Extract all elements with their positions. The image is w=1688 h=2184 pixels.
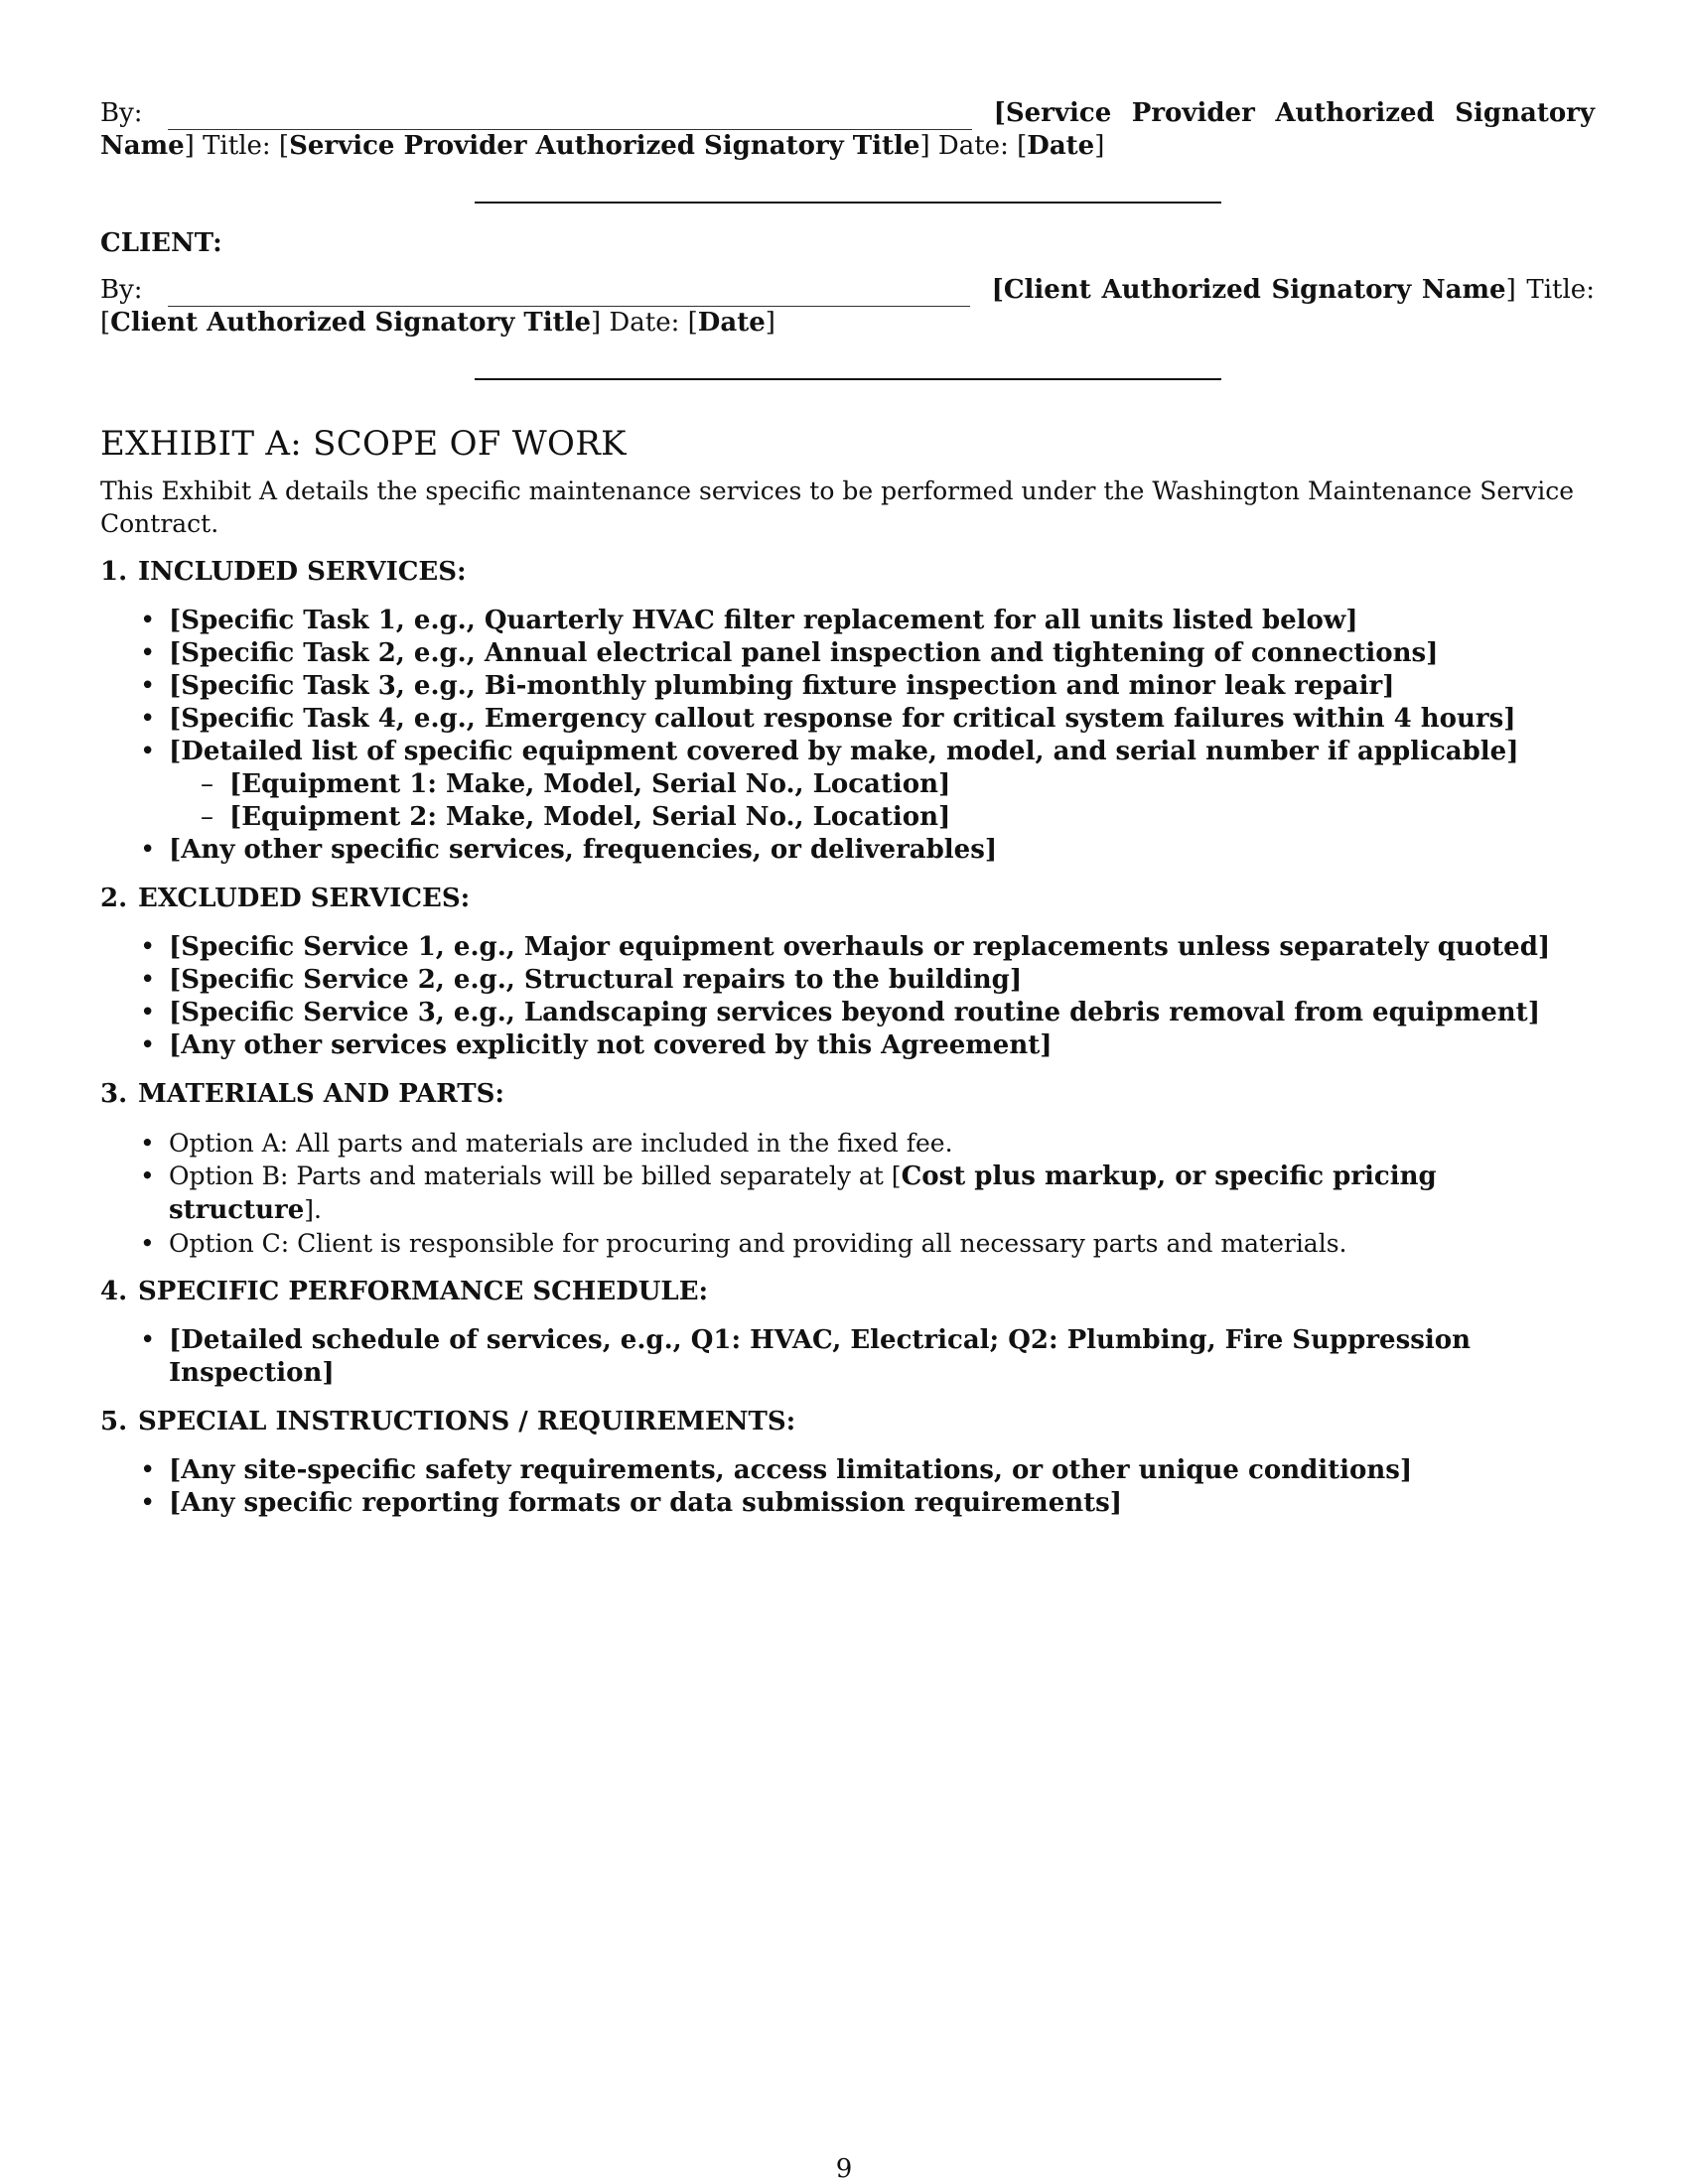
- list-item: • [Detailed list of specific equipment covered by make, model, and serial number if applicable] – [Equipment 1: Make, Model, Serial No., Location] – [Equipment 2: Make, Model, Serial No., Location]: [140, 736, 1595, 834]
- document-page: [100, 97, 1595, 1520]
- list-item: • Option A: All parts and materials are included in the fixed fee.: [140, 1127, 1595, 1160]
- client-title-placeholder: Client Authorized Signatory Title: [110, 308, 591, 338]
- included-services-list: [100, 605, 1595, 867]
- client-name-first-line: [Client Authorized Signatory Name] Title:: [991, 275, 1595, 305]
- client-date-placeholder: Date: [697, 308, 766, 338]
- provider-signature-details: Name] Title: [Service Provider Authorized Signatory Title] Date: [Date]: [100, 131, 1105, 161]
- list-item: • [Any site-specific safety requirements, access limitations, or other unique conditions]: [140, 1454, 1595, 1487]
- provider-signature-line[interactable]: [168, 109, 972, 130]
- provider-date-line: [475, 202, 1221, 204]
- list-item: • [Any other specific services, frequencies, or deliverables]: [140, 834, 1595, 867]
- section-heading-schedule: 4. SPECIFIC PERFORMANCE SCHEDULE:: [100, 1277, 709, 1306]
- schedule-list: [100, 1324, 1595, 1390]
- client-signature-block: [100, 227, 1595, 380]
- special-requirements-list: [100, 1454, 1595, 1520]
- list-item: • [Specific Task 2, e.g., Annual electrical panel inspection and tightening of connections]: [140, 637, 1595, 670]
- sub-list-item: – [Equipment 1: Make, Model, Serial No., Location]: [201, 768, 1595, 801]
- provider-date-placeholder: Date: [1027, 131, 1095, 161]
- page-number: 9: [835, 2154, 853, 2184]
- excluded-services-list: [100, 931, 1595, 1062]
- list-item: • [Specific Task 1, e.g., Quarterly HVAC filter replacement for all units listed below]: [140, 605, 1595, 637]
- list-item: • [Specific Service 1, e.g., Major equipment overhauls or replacements unless separately quoted]: [140, 931, 1595, 964]
- client-signature-line[interactable]: [168, 286, 970, 307]
- exhibit-intro: This Exhibit A details the specific maintenance services to be performed under the Washington Maintenance Service Contract.: [100, 477, 1575, 538]
- materials-options-list: [100, 1127, 1595, 1260]
- list-item: • [Any specific reporting formats or data submission requirements]: [140, 1487, 1595, 1520]
- section-heading-materials: 3. MATERIALS AND PARTS:: [100, 1079, 504, 1109]
- list-item: • [Specific Task 3, e.g., Bi-monthly plumbing fixture inspection and minor leak repair]: [140, 670, 1595, 703]
- client-signature-details: [Client Authorized Signatory Title] Date: [Date]: [100, 308, 775, 338]
- provider-title-placeholder: Service Provider Authorized Signatory Title: [289, 131, 920, 161]
- list-item: • [Specific Task 4, e.g., Emergency callout response for critical system failures within 4 hours]: [140, 703, 1595, 736]
- provider-by-label: By:: [100, 98, 143, 128]
- sub-list-item: – [Equipment 2: Make, Model, Serial No., Location]: [201, 801, 1595, 834]
- list-item: • [Detailed schedule of services, e.g., Q1: HVAC, Electrical; Q2: Plumbing, Fire Suppression Inspection]: [140, 1324, 1595, 1390]
- list-item: • Option C: Client is responsible for procuring and providing all necessary parts and materials.: [140, 1227, 1595, 1260]
- section-heading-special: 5. SPECIAL INSTRUCTIONS / REQUIREMENTS:: [100, 1407, 796, 1436]
- section-heading-included: 1. INCLUDED SERVICES:: [100, 557, 467, 587]
- equipment-sublist: [169, 768, 1595, 834]
- list-item: • [Specific Service 2, e.g., Structural repairs to the building]: [140, 964, 1595, 997]
- list-item: • [Any other services explicitly not covered by this Agreement]: [140, 1029, 1595, 1062]
- section-heading-excluded: 2. EXCLUDED SERVICES:: [100, 884, 471, 913]
- list-item: • Option B: Parts and materials will be billed separately at [Cost plus markup, or specific pricing structure].: [140, 1160, 1595, 1227]
- provider-signature-block: [100, 97, 1595, 204]
- client-by-label: By:: [100, 275, 143, 305]
- provider-name-first-line: [Service Provider Authorized Signatory: [993, 98, 1595, 128]
- exhibit-title: EXHIBIT A: SCOPE OF WORK: [100, 424, 627, 464]
- client-date-line: [475, 378, 1221, 380]
- list-item: • [Specific Service 3, e.g., Landscaping services beyond routine debris removal from equipment]: [140, 997, 1595, 1029]
- client-heading: CLIENT:: [100, 228, 222, 258]
